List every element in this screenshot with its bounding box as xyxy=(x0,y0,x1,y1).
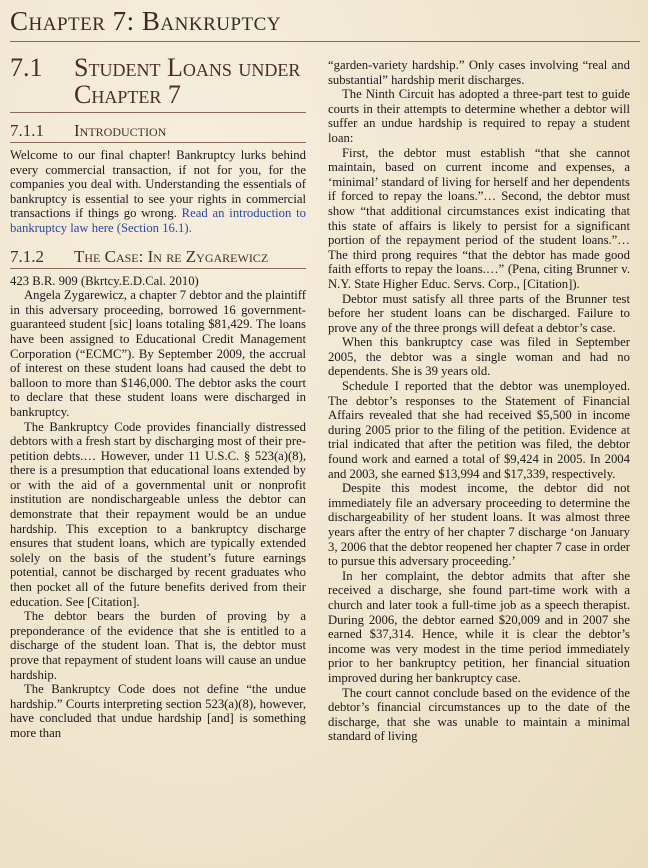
intro-text: Welcome to our final chapter! Bankruptcy lurks behind every commercial transaction, if not for you, for the companies you deal with. Understanding the essentials of bankruptcy is essential to see your rights in commercial transactions if things go wrong. xyxy=(10,148,306,221)
intro-number: 7.1.1 xyxy=(10,121,44,140)
case-paragraph: First, the debtor must establish “that she cannot maintain, based on current income and expenses, a ‘minimal’ standard of living for herself and her dependents if forced to repay the loans.”… Second, the debtor must show “that additional circumstances exist indicating that this state of affairs is likely to persist for a significant portion of the repayment period of the student loans.”… The third prong requires “that the debtor has made good faith efforts to repay the loans.…” (Pena, citing Brunner v. N.Y. State Higher Educ. Servs. Corp., [Citation]). xyxy=(328,145,630,291)
case-paragraph: Angela Zygarewicz, a chapter 7 debtor and the plaintiff in this adversary proceeding, borrowed 16 government-guaranteed student [sic] loans totaling $81,429. The loans have been assigned to Educational Credit Management Corporation (“ECMC”). By September 2009, the accrual of interest on these student loans had caused the debt to balloon to more than $146,000. The debtor asks the court to declare that these student loans were discharged in bankruptcy. xyxy=(10,288,306,419)
case-paragraph: The court cannot conclude based on the evidence of the debtor’s financial circumstances up to the date of the discharge, that she was unable to maintain a minimal standard of living xyxy=(328,685,630,744)
case-number: 7.1.2 xyxy=(10,246,44,266)
section-number: 7.1 xyxy=(10,53,43,82)
intro-paragraph xyxy=(10,148,306,236)
intro-title: Introduction xyxy=(74,121,167,140)
intro-heading xyxy=(10,121,306,143)
case-title: The Case: In re Zygarewicz xyxy=(74,246,269,266)
case-paragraph: The Bankruptcy Code provides financially distressed debtors with a fresh start by discharging most of their pre-petition debts.… However, under 11 U.S.C. § 523(a)(8), there is a presumption that educational loans extended by or with the aid of a governmental unit or nonprofit institution are nondischargeable unless the debtor can demonstrate that their repayment would be an undue hardship. This exception to a bankruptcy discharge ensures that student loans, which are typically extended solely on the basis of the student’s future earnings potential, cannot be discharged by recent graduates who then pocket all of the future benefits derived from their education. See [Citation]. xyxy=(10,419,306,609)
section-title: Student Loans under Chapter 7 xyxy=(74,53,301,109)
section-heading xyxy=(10,54,306,113)
intro-link[interactable]: Read an introduction to bankruptcy law here (Section 16.1). xyxy=(10,206,306,235)
chapter-title: Chapter 7: Bankruptcy xyxy=(10,6,640,42)
case-paragraph: Schedule I reported that the debtor was unemployed. The debtor’s responses to the Statement of Financial Affairs revealed that she had received $5,500 in income during 2005 prior to the filing of the petition. Evidence at trial indicated that after the petition was filed, the debtor found work and earned a total of $9,424 in 2005. In 2004 and 2003, she earned $13,994 and $17,339, respectively. xyxy=(328,379,630,481)
case-citation: 423 B.R. 909 (Bkrtcy.E.D.Cal. 2010) xyxy=(10,273,199,288)
case-paragraph: Despite this modest income, the debtor did not immediately file an adversary proceeding to determine the dischargeability of her student loans. It was almost three years after the entry of her chapter 7 discharge ‘on January 3, 2006 that the debtor reopened her chapter 7 case in order to pursue this adversary proceeding.’ xyxy=(328,481,630,569)
case-heading xyxy=(10,247,306,269)
case-paragraph: The debtor bears the burden of proving by a preponderance of the evidence that she is entitled to a discharge of the student loan. That is, the debtor must prove that repayment of student loans will cause an undue hardship. xyxy=(10,609,306,682)
case-paragraph: The Ninth Circuit has adopted a three-part test to guide courts in their attempts to determine whether a debtor will suffer an undue hardship is required to repay a student loan: xyxy=(328,87,630,145)
case-paragraph: “garden-variety hardship.” Only cases involving “real and substantial” hardship merit discharges. xyxy=(328,58,630,87)
case-paragraph: The Bankruptcy Code does not define “the undue hardship.” Courts interpreting section 523(a)(8), however, have concluded that undue hardship [and] is something more than xyxy=(10,682,306,740)
case-paragraph: Debtor must satisfy all three parts of the Brunner test before her student loans can be discharged. Failure to prove any of the three prongs will defeat a debtor’s case. xyxy=(328,291,630,335)
right-column xyxy=(328,58,630,744)
case-paragraph: When this bankruptcy case was filed in September 2005, the debtor was a single woman and had no dependents. She is 39 years old. xyxy=(328,335,630,379)
case-paragraph: In her complaint, the debtor admits that after she received a discharge, she found part-time work with a church and later took a full-time job as a speech therapist. During 2006, the debtor earned $20,009 and in 2007 she earned $37,314. Hence, while it is clear the debtor’s income was very modest in the time period immediately prior to her bankruptcy petition, her financial situation improved during her bankruptcy case. xyxy=(328,568,630,685)
left-column xyxy=(10,54,306,741)
